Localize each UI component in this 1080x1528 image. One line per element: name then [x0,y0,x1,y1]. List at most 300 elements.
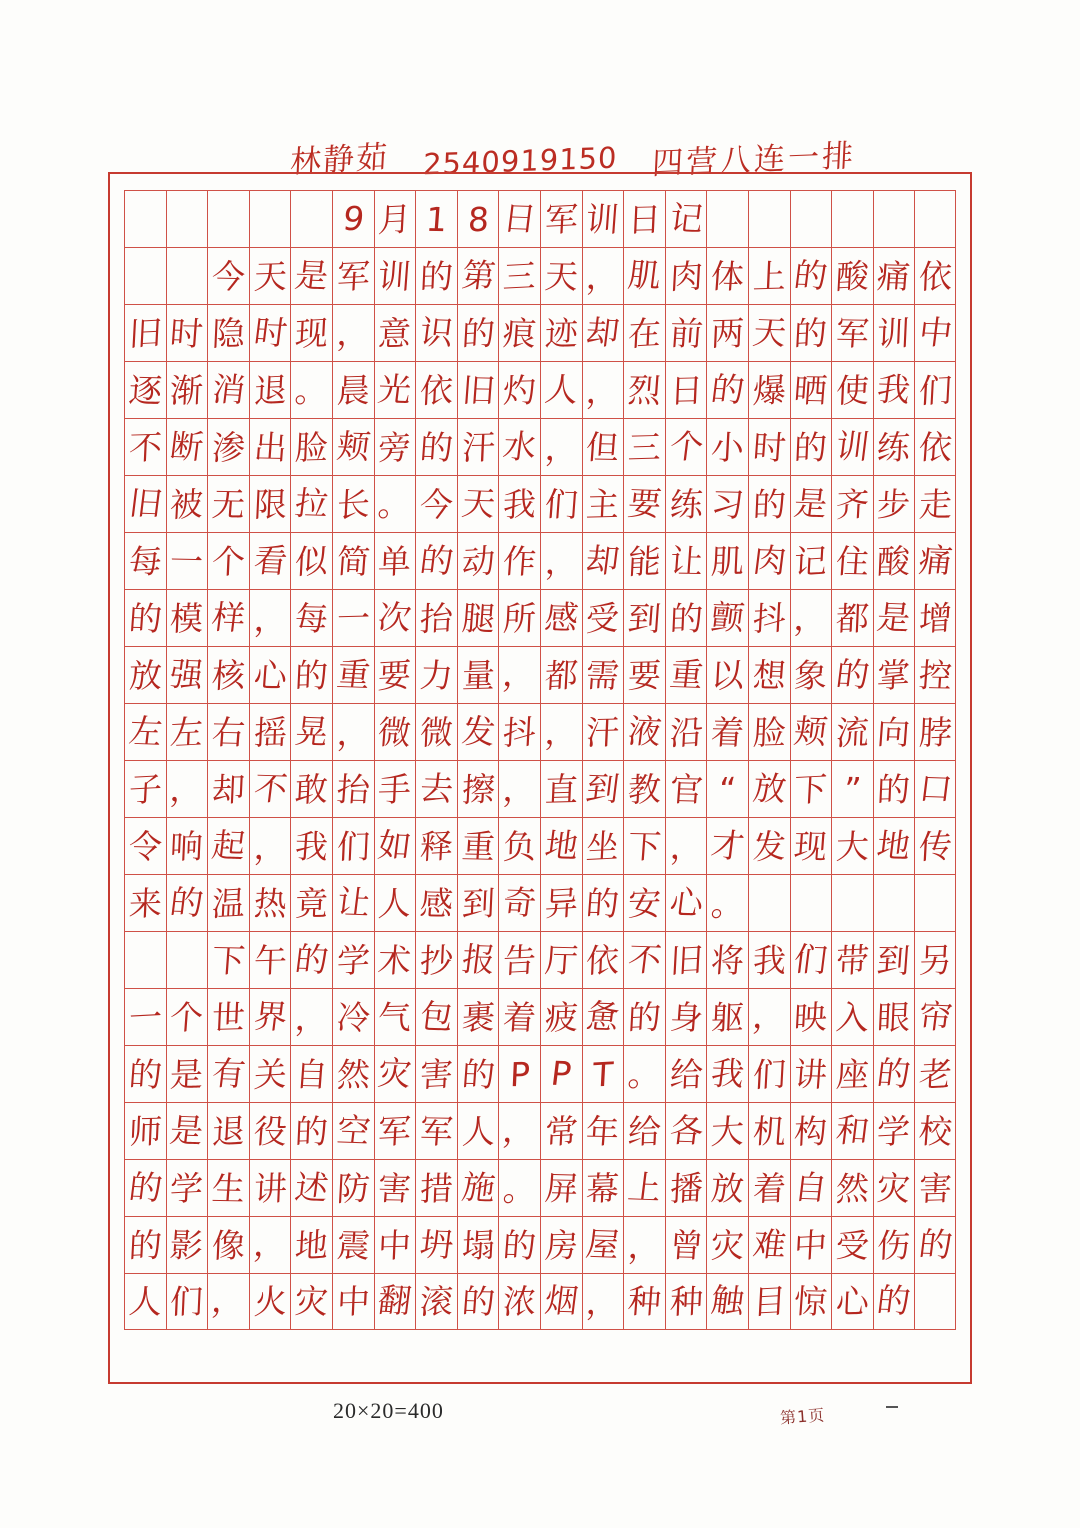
grid-cell-char: 抬 [335,769,372,809]
grid-cell-char: 带 [834,939,870,981]
grid-cell-char: 旧 [460,370,496,410]
grid-cell-char: 官 [668,769,704,809]
grid-cell [706,532,748,589]
grid-row [124,646,956,703]
grid-cell [415,931,457,988]
grid-cell [124,190,166,247]
grid-cell-char: 下 [626,826,663,866]
grid-cell-char: 疲 [543,997,579,1037]
grid-cell [498,988,540,1045]
grid-cell-char: 却 [584,311,622,353]
grid-cell [914,190,956,247]
grid-cell [498,589,540,646]
grid-cell-char: 前 [668,313,704,353]
grid-cell-char: 直 [543,769,579,809]
grid-cell-char: T [591,1053,614,1095]
grid-cell [290,1273,332,1330]
grid-cell-char: 想 [751,655,788,695]
grid-cell-char: 痛 [916,539,955,581]
grid-cell-char: 灾 [876,1168,912,1208]
grid-cell [914,703,956,760]
grid-cell-char: 爆 [751,369,787,411]
grid-cell-char: 的 [418,427,455,467]
grid-cell-char: 老 [917,1053,953,1095]
grid-cell [914,1159,956,1216]
grid-cell-char: 感 [418,883,455,923]
grid-cell [124,1273,166,1330]
grid-cell [166,760,208,817]
grid-rows-container [124,190,956,1366]
grid-cell [623,418,665,475]
grid-cell [249,1216,291,1273]
grid-cell-char: 识 [417,311,456,353]
grid-cell [166,361,208,418]
grid-cell [665,1159,707,1216]
grid-cell-char: ， [501,769,538,809]
grid-cell-char: 个 [667,425,706,467]
grid-cell [665,1273,707,1330]
grid-cell-char: 竟 [294,883,330,923]
grid-cell [207,247,249,304]
grid-cell-char: 构 [793,1111,829,1151]
grid-cell [457,190,499,247]
grid-cell-char: 讲 [792,1054,829,1094]
grid-cell-char: 日 [500,197,539,239]
grid-cell [166,817,208,874]
grid-cell [540,1273,582,1330]
grid-cell-char: 发 [459,710,498,752]
grid-cell [332,874,374,931]
grid-cell [914,931,956,988]
grid-cell [582,703,624,760]
grid-cell [706,1045,748,1102]
grid-cell-char: 8 [466,199,490,239]
grid-cell [665,1045,707,1102]
grid-row [124,760,956,817]
grid-cell [831,361,873,418]
grid-cell-char: 火 [252,1281,288,1322]
grid-cell [457,532,499,589]
grid-cell [457,1273,499,1330]
grid-cell [748,1102,790,1159]
grid-cell-char: 们 [751,1053,787,1095]
grid-cell-char: ， [500,1109,539,1151]
grid-cell-char: 自 [293,1054,330,1094]
grid-cell [665,1216,707,1273]
grid-cell [166,931,208,988]
grid-cell-char: 重 [334,653,373,695]
grid-cell-char: 控 [917,655,954,695]
grid-cell-char: 每 [127,540,163,582]
grid-cell [332,1102,374,1159]
grid-cell-char: 告 [502,939,538,981]
grid-cell [166,475,208,532]
grid-cell-char: 害 [917,1168,953,1208]
grid-cell [498,304,540,361]
grid-cell [457,988,499,1045]
grid-cell-char: 包 [417,995,456,1037]
grid-cell-char: 异 [543,882,579,924]
grid-cell-char: 上 [751,256,787,296]
grid-cell [790,361,832,418]
grid-cell [582,817,624,874]
grid-cell-char: 发 [751,825,787,867]
grid-cell [498,703,540,760]
grid-cell [332,190,374,247]
grid-cell [748,760,790,817]
grid-cell [706,190,748,247]
grid-cell [332,1159,374,1216]
grid-cell [332,589,374,646]
grid-cell-char: 习 [709,484,746,524]
grid-cell-char: 不 [127,427,163,467]
grid-cell [873,589,915,646]
grid-cell-char: 。 [710,882,746,924]
grid-cell [665,817,707,874]
grid-cell-char: 沿 [668,711,704,753]
grid-cell-char: 晒 [792,370,829,410]
grid-cell [914,988,956,1045]
grid-cell-char: 人 [377,882,413,924]
grid-cell-char: 渗 [210,426,246,468]
grid-cell-char: 我 [708,1052,747,1094]
grid-cell [498,1159,540,1216]
grid-cell-char: 今 [210,256,247,296]
grid-cell-char: 常 [543,1110,579,1152]
grid-cell-char: 脸 [294,427,330,467]
grid-cell [332,1216,374,1273]
grid-cell [790,760,832,817]
grid-cell [873,304,915,361]
grid-cell-char: 。 [293,370,330,410]
grid-cell-char: 释 [418,825,454,867]
grid-cell [374,1273,416,1330]
grid-cell-char: 擦 [460,768,496,810]
grid-cell [124,646,166,703]
grid-cell [124,817,166,874]
grid-cell [249,532,291,589]
grid-cell [790,817,832,874]
grid-cell-char: 令 [127,826,164,866]
grid-cell-char: 学 [335,939,371,981]
grid-cell-char: 讲 [252,1168,288,1208]
grid-cell [207,190,249,247]
grid-cell [748,247,790,304]
grid-cell-char: 走 [917,484,953,524]
grid-cell [623,1045,665,1102]
grid-cell [706,1102,748,1159]
grid-cell [706,475,748,532]
grid-cell-char: 抖 [502,711,538,753]
grid-cell [831,1216,873,1273]
grid-cell [831,988,873,1045]
grid-cell [623,361,665,418]
grid-cell [665,589,707,646]
grid-cell-char: 中 [377,1225,413,1265]
grid-cell [582,589,624,646]
grid-cell-char: 空 [334,1109,373,1151]
grid-cell-char: 军 [377,1110,413,1152]
grid-cell-char: ， [792,598,829,638]
grid-cell-char: 的 [501,1225,538,1265]
grid-cell-char: 限 [252,484,288,524]
grid-cell-char: ， [209,1280,248,1321]
grid-cell [332,418,374,475]
grid-cell [831,532,873,589]
grid-cell-char: 中 [916,311,955,353]
grid-cell [457,703,499,760]
grid-cell-char: 痛 [876,256,912,296]
grid-row [124,304,956,361]
grid-cell [831,589,873,646]
grid-cell [332,1273,374,1330]
grid-cell [457,1045,499,1102]
grid-cell [790,1216,832,1273]
grid-cell [831,1159,873,1216]
grid-cell [124,247,166,304]
grid-cell [665,646,707,703]
grid-cell-char: 。 [502,1167,538,1209]
grid-cell-char: 然 [834,1167,870,1209]
grid-cell-char: 步 [876,484,912,524]
grid-cell-char: 大 [835,826,870,866]
grid-cell-char: 们 [169,1281,205,1322]
grid-cell-char: 象 [793,655,829,695]
grid-cell-char: 种 [626,1281,663,1322]
grid-cell-char: 的 [460,312,496,354]
grid-cell-char: 微 [376,712,413,752]
grid-cell-char: 影 [168,1225,205,1265]
grid-cell [249,247,291,304]
grid-cell [831,475,873,532]
grid-cell-char: 颤 [708,596,747,638]
grid-cell [790,1045,832,1102]
grid-cell [582,532,624,589]
grid-cell [748,190,790,247]
grid-cell [457,817,499,874]
grid-cell-char: 记 [793,540,829,582]
grid-row [124,817,956,874]
grid-cell-char: 手 [377,769,413,809]
grid-cell [706,247,748,304]
grid-cell [831,817,873,874]
grid-cell [623,874,665,931]
grid-cell-char: 似 [294,540,330,582]
grid-cell [498,817,540,874]
grid-cell [914,247,956,304]
grid-cell [374,190,416,247]
grid-cell [249,931,291,988]
grid-cell [332,532,374,589]
manuscript-grid [108,172,972,1384]
grid-cell [498,646,540,703]
grid-cell-char: ， [252,825,288,867]
grid-cell-char: 子 [127,768,163,810]
grid-cell [374,304,416,361]
grid-cell [748,475,790,532]
student-id: 2540919150 [422,140,619,182]
grid-cell [790,532,832,589]
grid-cell [332,703,374,760]
grid-cell [374,1102,416,1159]
grid-cell [706,304,748,361]
grid-cell [498,1102,540,1159]
grid-cell [124,1045,166,1102]
grid-cell [831,418,873,475]
grid-cell-char: 天 [459,482,498,524]
grid-cell [831,1273,873,1330]
grid-cell-char: 军 [335,255,371,297]
grid-cell [748,589,790,646]
grid-cell [332,646,374,703]
grid-cell [665,874,707,931]
grid-cell [415,1102,457,1159]
grid-cell-char: 有 [209,1052,248,1094]
grid-cell-char: 核 [210,654,246,696]
grid-cell [914,817,956,874]
grid-cell [457,418,499,475]
grid-cell-char: 天 [750,311,789,353]
grid-cell-char: 的 [668,598,704,638]
grid-cell [415,418,457,475]
grid-cell [748,817,790,874]
grid-cell-char: 中 [793,1224,829,1266]
grid-row [124,988,956,1045]
grid-cell-char: 施 [459,1166,498,1208]
grid-cell [498,418,540,475]
grid-cell [873,361,915,418]
grid-cell-char: 重 [667,653,706,695]
grid-cell [290,1159,332,1216]
grid-cell [623,1159,665,1216]
grid-cell-char: 一 [127,996,163,1038]
grid-cell [457,475,499,532]
grid-cell [166,988,208,1045]
grid-cell [332,247,374,304]
grid-cell [124,1102,166,1159]
grid-cell [706,589,748,646]
grid-cell-char: 个 [168,997,205,1037]
grid-cell-char: 作 [501,541,538,581]
grid-cell [831,1045,873,1102]
grid-cell [914,760,956,817]
grid-cell [914,874,956,931]
grid-cell-char: 月 [377,198,413,240]
grid-cell-char: 和 [833,1109,872,1151]
grid-cell [498,1216,540,1273]
grid-cell-char: 冷 [335,997,372,1037]
grid-cell-char: 现 [792,826,829,866]
grid-cell [374,988,416,1045]
grid-cell [790,1102,832,1159]
grid-cell-char: 的 [793,427,829,467]
grid-cell [207,532,249,589]
grid-cell [831,646,873,703]
grid-cell [207,589,249,646]
grid-cell-char: 灾 [376,1052,414,1094]
grid-cell-char: 晃 [292,710,331,752]
grid-cell [914,418,956,475]
grid-cell [374,646,416,703]
grid-cell-char: 述 [292,1166,331,1208]
grid-row [124,532,956,589]
grid-cell [790,703,832,760]
grid-cell-char: 肉 [668,255,704,297]
grid-cell-char: 的 [460,1054,496,1094]
grid-cell [332,988,374,1045]
grid-cell-char: ， [750,995,789,1037]
grid-cell-char: 摇 [252,712,288,752]
grid-cell [124,760,166,817]
grid-cell [748,418,790,475]
grid-cell [623,646,665,703]
grid-cell-char: 的 [127,1224,163,1266]
grid-cell-char: 热 [252,883,289,923]
grid-cell-char: 抄 [419,940,454,980]
grid-cell-char: 师 [127,1111,163,1151]
grid-cell-char: 负 [502,826,537,866]
grid-cell [415,874,457,931]
grid-cell [665,931,707,988]
grid-cell-char: ， [252,597,288,639]
grid-cell-char: 灼 [502,370,537,410]
grid-cell-char: 温 [210,882,246,924]
grid-cell [290,361,332,418]
grid-cell [582,361,624,418]
grid-cell [790,874,832,931]
grid-cell-char: 抖 [751,597,787,639]
grid-cell-char: 住 [834,541,871,581]
grid-cell-char: 入 [834,997,871,1037]
grid-cell [457,304,499,361]
grid-cell [498,874,540,931]
grid-cell-char: 坍 [417,1223,456,1265]
grid-cell [124,589,166,646]
grid-cell [374,589,416,646]
grid-cell-char: 滚 [418,1281,454,1322]
grid-cell-char: 下 [210,940,247,980]
grid-cell-char: 训 [833,425,872,467]
grid-cell-char: 酸 [876,541,912,581]
grid-cell [207,874,249,931]
grid-row [124,247,956,304]
grid-cell [166,1159,208,1216]
grid-cell [498,475,540,532]
grid-cell-char: 向 [876,712,912,752]
grid-cell-char: 感 [542,596,581,638]
grid-cell-char: 流 [834,711,870,753]
grid-cell [914,1273,956,1330]
grid-cell-char: 抬 [418,597,454,639]
grid-cell [623,1216,665,1273]
grid-cell [249,817,291,874]
grid-cell-char: 现 [294,312,330,354]
grid-cell-char: 的 [460,1281,496,1322]
grid-cell [457,1102,499,1159]
grid-cell [374,817,416,874]
grid-cell-char: 一 [168,541,205,581]
grid-cell-char: 的 [708,368,747,410]
grid-cell-char: 措 [419,1168,454,1208]
grid-cell [790,988,832,1045]
grid-cell-char: 齐 [834,483,870,525]
grid-cell-char: 模 [169,598,205,638]
grid-cell [166,703,208,760]
grid-cell [207,760,249,817]
grid-cell [748,703,790,760]
grid-cell [374,703,416,760]
grid-cell-char: 如 [376,824,414,866]
